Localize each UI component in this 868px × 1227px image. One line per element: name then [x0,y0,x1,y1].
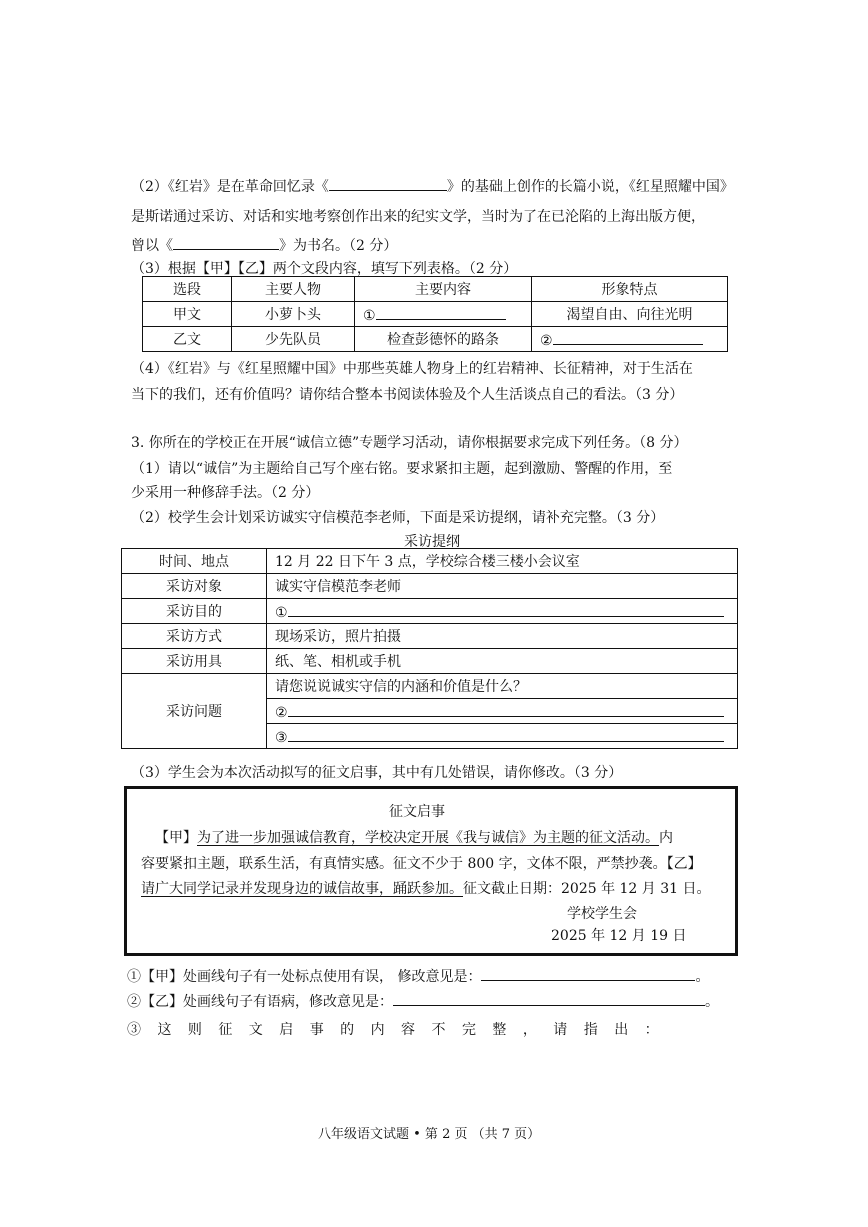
answer-blank[interactable] [288,602,724,617]
q2-4-line1: （4）《红岩》与《红星照耀中国》中那些英雄人物身上的红岩精神、长征精神，对于生活在 [131,361,693,377]
row-label: 采访用具 [122,649,267,674]
table-row [122,674,738,699]
row-value: 12 月 22 日下午 3 点，学校综合楼三楼小会议室 [267,549,738,574]
table-cell: 渴望自由、向往光明 [532,302,728,327]
notice-line1: 【甲】为了进一步加强诚信教育，学校决定开展《我与诚信》为主题的征文活动。内 [155,830,673,846]
q2-4-line2: 当下的我们，还有价值吗？请你结合整本书阅读体验及个人生活谈点自己的看法。（3 分） [131,387,684,403]
table-row [122,624,738,649]
q2-2-line2: 是斯诺通过采访、对话和实地考察创作出来的纪实文学，当时为了在已沦陷的上海出版方便， [131,209,705,225]
notice-signer: 学校学生会 [567,906,637,922]
table-row [122,649,738,674]
row-label: 采访方式 [122,624,267,649]
answer-blank[interactable] [288,702,724,717]
table-row [122,574,738,599]
answer-line-3: ③ 这 则 征 文 启 事 的 内 容 不 完 整 ， 请 指 出 ： [127,1022,665,1038]
table-header-cell: 主要内容 [355,277,532,302]
table-row [122,549,738,574]
q3-2-prompt: （2）校学生会计划采访诚实守信模范李老师，下面是采访提纲，请补充完整。（3 分） [131,510,665,526]
table-row [143,327,728,352]
row-value: 现场采访，照片拍摄 [267,624,738,649]
notice-date: 2025 年 12 月 19 日 [551,928,687,944]
row-value[interactable]: ③ [267,724,738,749]
table-row [122,599,738,624]
row-label: 采访对象 [122,574,267,599]
outline-title: 采访提纲 [404,534,460,550]
row-value[interactable]: ① [267,599,738,624]
table-cell: 小萝卜头 [232,302,355,327]
answer-blank[interactable] [553,330,703,345]
page-footer: 八年级语文试题 • 第 2 页 （共 7 页） [318,1127,541,1142]
q2-3-prompt: （3）根据【甲】【乙】两个文段内容，填写下列表格。（2 分） [131,261,518,277]
q3-1-line2: 少采用一种修辞手法。（2 分） [131,485,320,501]
answer-blank[interactable] [481,966,695,981]
answer-blank[interactable] [329,176,447,191]
table-cell: 乙文 [143,327,232,352]
table-row [143,302,728,327]
row-value: 纸、笔、相机或手机 [267,649,738,674]
table-row [143,277,728,302]
row-value: 请您说说诚实守信的内涵和价值是什么？ [267,674,738,699]
table-cell: 甲文 [143,302,232,327]
table-cell: 检查彭德怀的路条 [355,327,532,352]
answer-line-1: ①【甲】处画线句子有一处标点使用有误， 修改意见是： 。 [127,966,709,986]
q2-2-line3: 曾以《 》为书名。（2 分） [131,235,751,255]
notice-title: 征文启事 [389,804,445,820]
answer-blank[interactable] [376,305,506,320]
notice-line2: 容要紧扣主题，联系生活，有真情实感。征文不少于 800 字，文体不限，严禁抄袭。【乙】 [141,856,702,872]
answer-line-2: ②【乙】处画线句子有语病，修改意见是： 。 [127,991,719,1011]
interview-outline-table [121,548,738,749]
row-value[interactable]: ② [267,699,738,724]
row-label: 采访问题 [122,674,267,749]
table-header-cell: 主要人物 [232,277,355,302]
underlined-sentence-jia: 为了进一步加强诚信教育，学校决定开展《我与诚信》为主题的征文活动。 [197,830,659,846]
q2-3-table [142,276,728,352]
q3-3-prompt: （3）学生会为本次活动拟写的征文启事，其中有几处错误，请你修改。（3 分） [131,765,623,781]
row-label: 采访目的 [122,599,267,624]
row-value: 诚实守信模范李老师 [267,574,738,599]
answer-blank[interactable] [393,991,705,1006]
table-cell: 少先队员 [232,327,355,352]
table-cell[interactable]: ② [532,327,728,352]
notice-box [124,786,738,956]
table-header-cell: 形象特点 [532,277,728,302]
underlined-sentence-yi: 请广大同学记录并发现身边的诚信故事，踊跃参加。 [141,881,463,897]
row-label: 时间、地点 [122,549,267,574]
answer-blank[interactable] [288,727,724,742]
answer-blank[interactable] [173,235,279,250]
table-header-cell: 选段 [143,277,232,302]
notice-line3: 请广大同学记录并发现身边的诚信故事，踊跃参加。征文截止日期：2025 年 12 月 31 日。 [141,881,711,897]
q3-title: 3. 你所在的学校正在开展“诚信立德”专题学习活动，请你根据要求完成下列任务。（8 分） [131,435,688,451]
q2-2-line1: （2）《红岩》是在革命回忆录《 》的基础上创作的长篇小说，《红星照耀中国》 [131,176,751,196]
q3-1-line1: （1）请以“诚信”为主题给自己写个座右铭。要求紧扣主题，起到激励、警醒的作用，至 [131,461,673,477]
table-cell[interactable]: ① [355,302,532,327]
